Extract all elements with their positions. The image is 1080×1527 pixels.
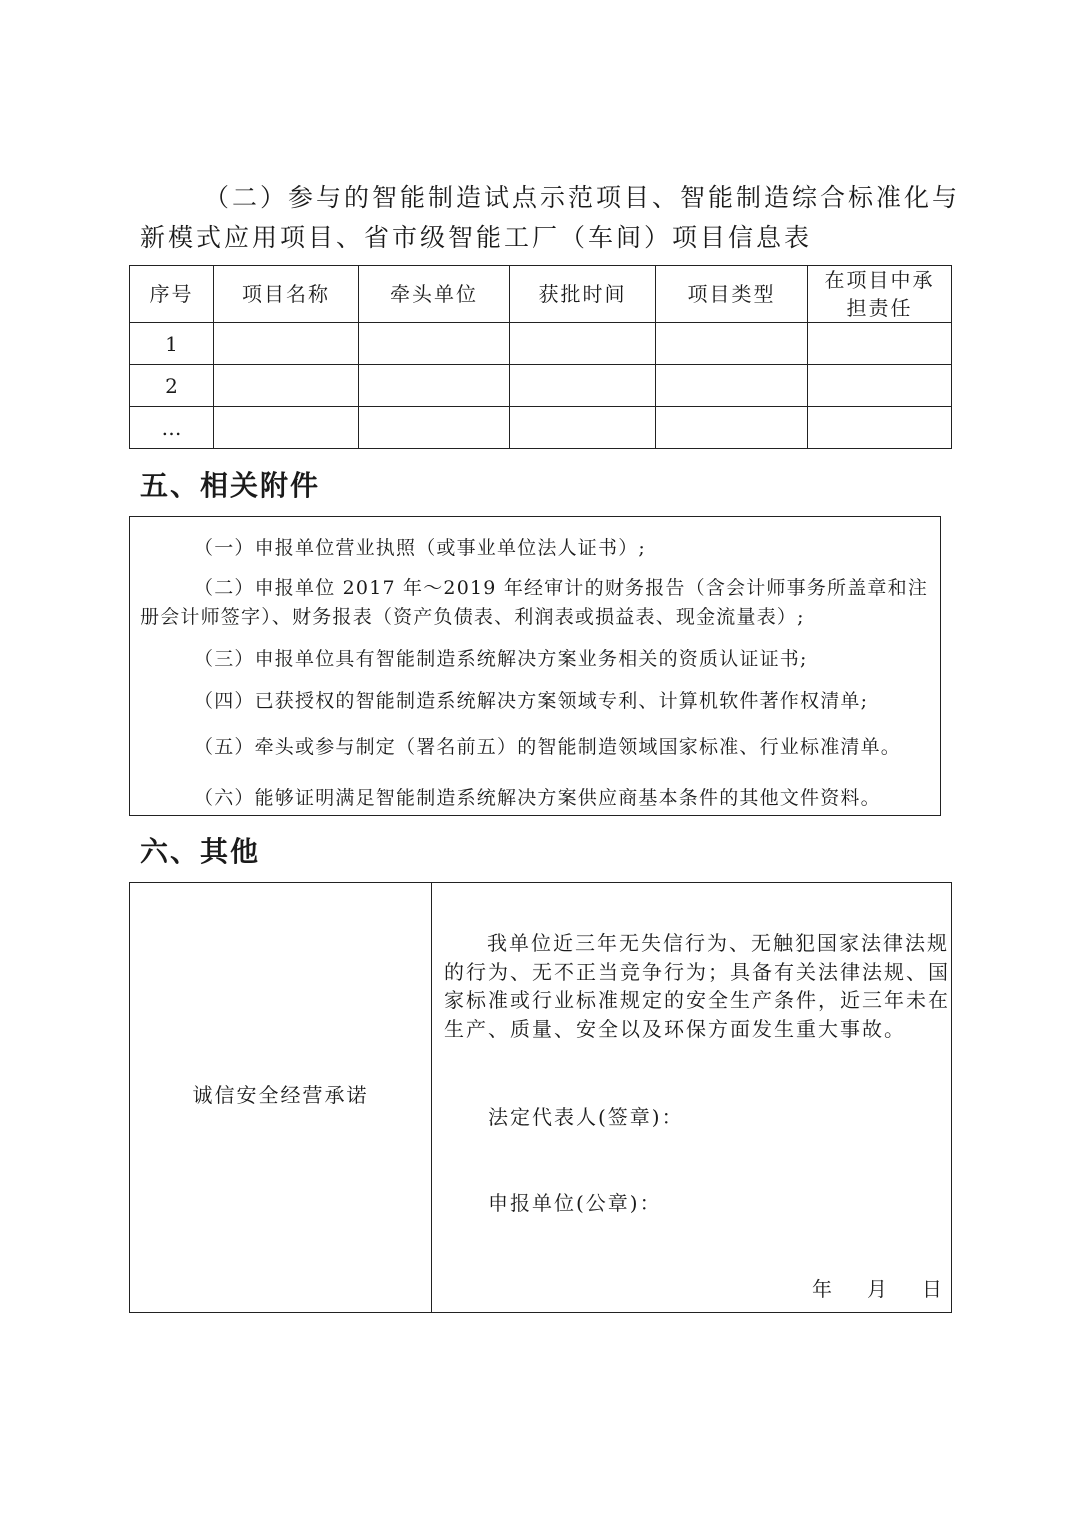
promise-content-cell xyxy=(432,883,952,1313)
attachment-item xyxy=(140,645,932,674)
subtitle-line-2: 新模式应用项目、省市级智能工厂（车间）项目信息表 xyxy=(140,223,813,252)
attachment-item xyxy=(140,687,932,716)
promise-line: 的行为、无不正当竞争行为；具备有关法律法规、国 xyxy=(444,959,950,984)
cell-index: … xyxy=(130,407,214,449)
attachment-text: （三）申报单位具有智能制造系统解决方案业务相关的资质认证证书; xyxy=(194,648,808,670)
section4-subtitle xyxy=(140,178,961,258)
cell-lead-unit xyxy=(359,323,510,365)
table-row xyxy=(130,365,952,407)
cell-responsibility xyxy=(808,365,952,407)
section-heading-attachments: 五、相关附件 xyxy=(140,469,321,502)
attachment-text: （一）申报单位营业执照（或事业单位法人证书）; xyxy=(194,537,647,559)
legal-representative-signature: 法定代表人(签章)： xyxy=(488,1105,684,1129)
cell-index: 2 xyxy=(130,365,214,407)
date-month: 月 xyxy=(867,1277,887,1301)
attachment-item xyxy=(140,733,932,762)
date-day: 日 xyxy=(922,1277,942,1301)
cell-project-name xyxy=(214,323,359,365)
promise-line: 生产、质量、安全以及环保方面发生重大事故。 xyxy=(444,1016,906,1041)
attachment-text-continued: 册会计师签字）、财务报表（资产负债表、利润表或损益表、现金流量表）; xyxy=(140,606,805,628)
section-heading-other: 六、其他 xyxy=(140,835,261,868)
header-responsibility xyxy=(808,266,952,323)
promise-line: 家标准或行业标准规定的安全生产条件，近三年未在 xyxy=(444,988,950,1012)
attachment-text: （四）已获授权的智能制造系统解决方案领域专利、计算机软件著作权清单; xyxy=(194,690,869,712)
attachment-text: （六）能够证明满足智能制造系统解决方案供应商基本条件的其他文件资料。 xyxy=(194,787,881,809)
cell-lead-unit xyxy=(359,365,510,407)
table-header-row xyxy=(130,266,952,323)
date-year: 年 xyxy=(812,1277,832,1301)
attachment-text: （五）牵头或参与制定（署名前五）的智能制造领域国家标准、行业标准清单。 xyxy=(194,736,902,758)
attachment-item xyxy=(140,534,932,563)
cell-index: 1 xyxy=(130,323,214,365)
header-lead-unit: 牵头单位 xyxy=(359,266,510,323)
header-responsibility-line1: 在项目中承 xyxy=(824,268,935,292)
attachment-item xyxy=(140,784,932,813)
table-row xyxy=(130,407,952,449)
cell-approval-time xyxy=(510,365,656,407)
cell-project-type xyxy=(656,407,808,449)
attachment-item xyxy=(140,574,932,632)
cell-responsibility xyxy=(808,407,952,449)
cell-project-name xyxy=(214,365,359,407)
applicant-seal: 申报单位(公章)： xyxy=(488,1191,662,1215)
cell-project-type xyxy=(656,365,808,407)
promise-label-cell xyxy=(130,883,432,1313)
promise-text xyxy=(444,929,950,1043)
cell-responsibility xyxy=(808,323,952,365)
cell-project-name xyxy=(214,407,359,449)
subtitle-line-1: （二）参与的智能制造试点示范项目、智能制造综合标准化与 xyxy=(204,183,961,212)
promise-line: 我单位近三年无失信行为、无触犯国家法律法规 xyxy=(487,931,949,955)
header-project-name: 项目名称 xyxy=(214,266,359,323)
table-row xyxy=(130,323,952,365)
header-approval-time: 获批时间 xyxy=(510,266,656,323)
cell-project-type xyxy=(656,323,808,365)
attachments-box xyxy=(129,516,941,816)
header-project-type: 项目类型 xyxy=(656,266,808,323)
date-line xyxy=(812,1273,942,1302)
header-responsibility-line2: 担责任 xyxy=(846,296,913,320)
attachment-text: （二）申报单位 2017 年～2019 年经审计的财务报告（含会计师事务所盖章和注 xyxy=(194,577,929,599)
promise-label: 诚信安全经营承诺 xyxy=(192,1083,369,1107)
cell-approval-time xyxy=(510,323,656,365)
project-info-table xyxy=(129,265,952,449)
cell-approval-time xyxy=(510,407,656,449)
header-index: 序号 xyxy=(130,266,214,323)
integrity-promise-table xyxy=(129,882,952,1313)
cell-lead-unit xyxy=(359,407,510,449)
